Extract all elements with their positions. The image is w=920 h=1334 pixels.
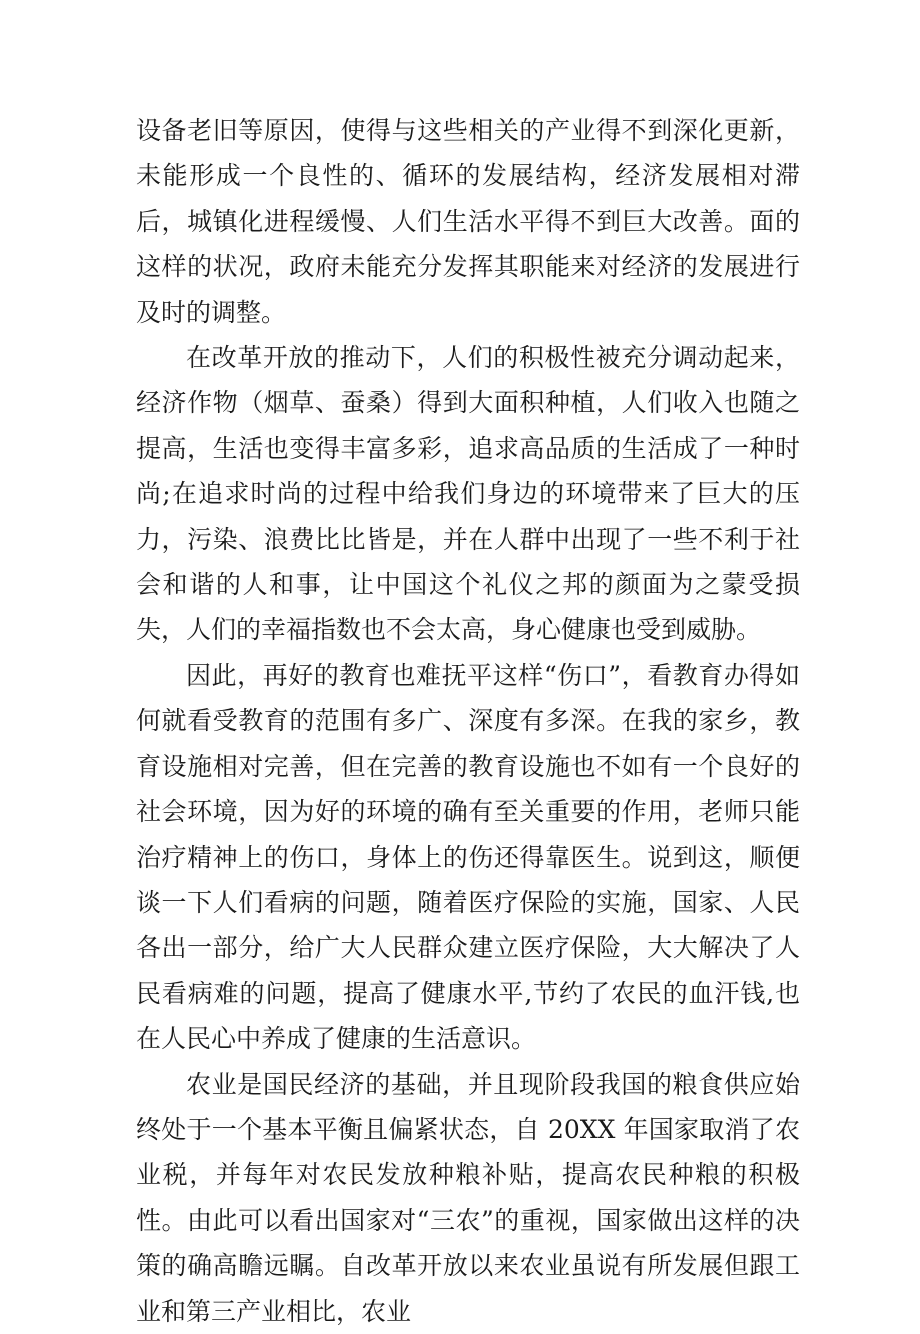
paragraph-2: 在改革开放的推动下，人们的积极性被充分调动起来，经济作物（烟草、蚕桑）得到大面积种植，人们收入也随之提高，生活也变得丰富多彩，追求高品质的生活成了一种时尚;在追求时尚的过程中给我们身边的环境带来了巨大的压力，污染、浪费比比皆是，并在人群中出现了一些不利于社会和谐的人和事，让中国这个礼仪之邦的颜面为之蒙受损失，人们的幸福指数也不会太高，身心健康也受到威胁。 xyxy=(136,343,800,645)
paragraph-4: 农业是国民经济的基础，并且现阶段我国的粮食供应始终处于一个基本平衡且偏紧状态，自 20XX 年国家取消了农业税，并每年对农民发放种粮补贴，提高农民种粮的积极性。由此可以看出国家对“三农”的重视，国家做出这样的决策的确高瞻远瞩。自改革开放以来农业虽说有所发展但跟工业和第三产业相比，农业 xyxy=(136,1069,800,1326)
paragraph-1: 设备老旧等原因，使得与这些相关的产业得不到深化更新，未能形成一个良性的、循环的发展结构，经济发展相对滞后，城镇化进程缓慢、人们生活水平得不到巨大改善。面的这样的状况，政府未能充分发挥其职能来对经济的发展进行及时的调整。 xyxy=(136,116,800,327)
paragraph-3: 因此，再好的教育也难抚平这样“伤口”，看教育办得如何就看受教育的范围有多广、深度有多深。在我的家乡，教育设施相对完善，但在完善的教育设施也不如有一个良好的社会环境，因为好的环境的确有至关重要的作用，老师只能治疗精神上的伤口，身体上的伤还得靠医生。说到这，顺便谈一下人们看病的问题，随着医疗保险的实施，国家、人民各出一部分，给广大人民群众建立医疗保险，大大解决了人民看病难的问题，提高了健康水平,节约了农民的血汗钱,也在人民心中养成了健康的生活意识。 xyxy=(136,660,800,1054)
